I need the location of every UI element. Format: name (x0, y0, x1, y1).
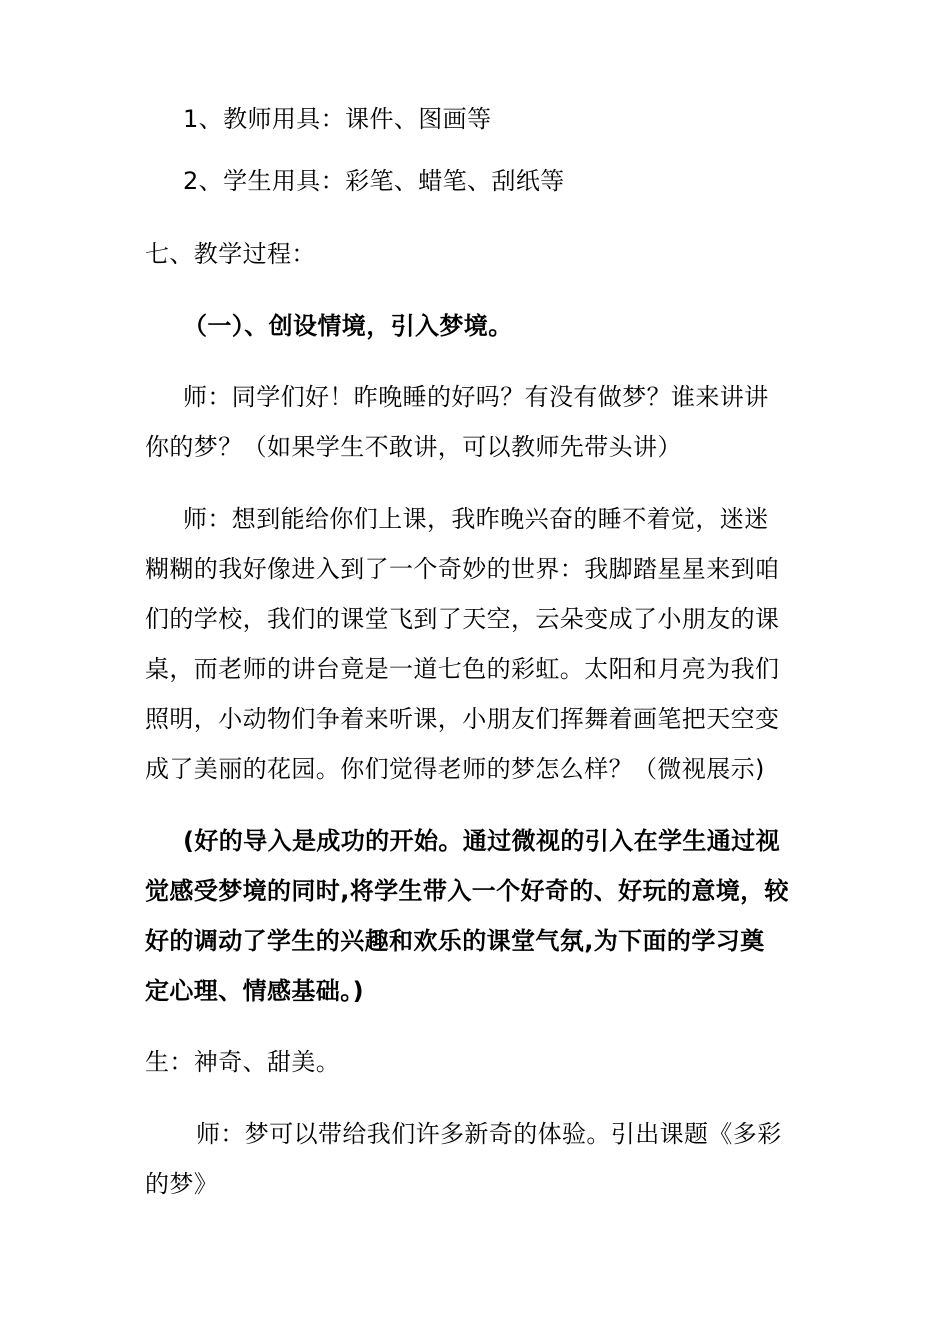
teacher-intro-line: 的梦》 (145, 1170, 219, 1198)
teacher-intro-line: 师：梦可以带给我们许多新奇的体验。引出课题《多彩 (196, 1120, 782, 1148)
teacher-story-line: 成了美丽的花园。你们觉得老师的梦怎么样？（微视展示) (145, 755, 765, 783)
teacher-question-line: 你的梦？（如果学生不敢讲，可以教师先带头讲） (145, 433, 682, 461)
commentary-line: (好的导入是成功的开始。通过微视的引入在学生通过视 (183, 827, 780, 855)
teacher-story-line: 们的学校，我们的课堂飞到了天空，云朵变成了小朋友的课 (145, 605, 780, 633)
teacher-story-line: 桌，而老师的讲台竟是一道七色的彩虹。太阳和月亮为我们 (145, 655, 780, 683)
subsection-heading: （一）、创设情境，引入梦境。 (183, 312, 513, 340)
section-heading: 七、教学过程： (145, 240, 316, 268)
teacher-story-line: 糊糊的我好像进入到了一个奇妙的世界：我脚踏星星来到咱 (145, 555, 780, 583)
student-answer: 生：神奇、甜美。 (145, 1048, 341, 1076)
materials-item-teacher: 1、教师用具：课件、图画等 (183, 105, 492, 133)
teacher-story-line: 照明，小动物们争着来听课，小朋友们挥舞着画笔把天空变 (145, 705, 780, 733)
commentary-line: 好的调动了学生的兴趣和欢乐的课堂气氛,为下面的学习奠 (145, 927, 765, 955)
materials-item-student: 2、学生用具：彩笔、蜡笔、刮纸等 (183, 167, 565, 195)
commentary-line: 觉感受梦境的同时,将学生带入一个好奇的、好玩的意境，较 (145, 877, 789, 905)
teacher-question-line: 师：同学们好！昨晚睡的好吗？有没有做梦？谁来讲讲 (183, 383, 769, 411)
commentary-line: 定心理、情感基础。) (145, 977, 364, 1005)
teacher-story-line: 师：想到能给你们上课，我昨晚兴奋的睡不着觉，迷迷 (183, 505, 769, 533)
